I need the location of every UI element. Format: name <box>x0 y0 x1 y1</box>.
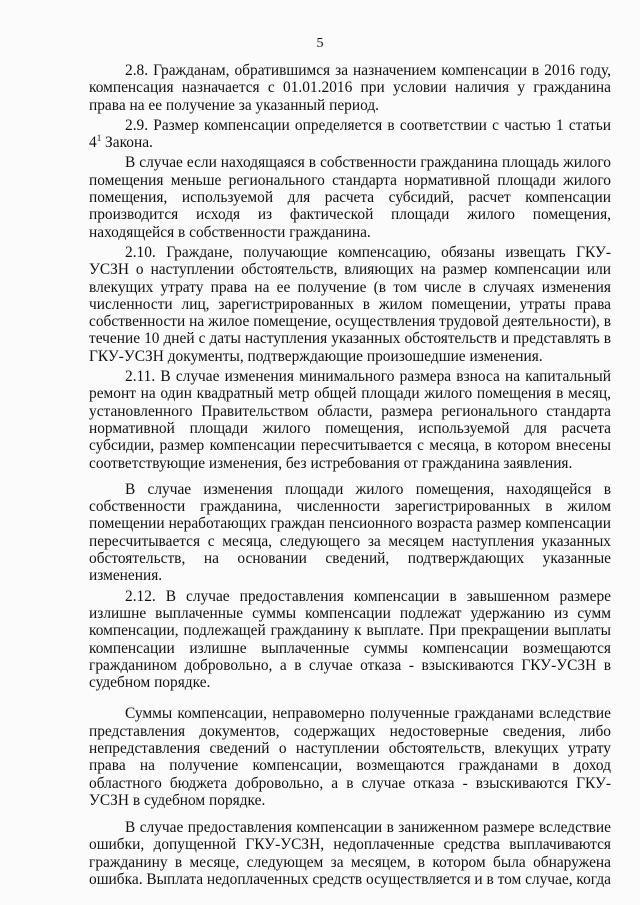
paragraph-2-12: 2.12. В случае предоставления компенсации в завышенном размере излишне выплаченные суммы компенсации подлежат удержанию из сумм компенсации, подлежащей гражданину к выплате. При прекращении выплаты компенсации излишне выплаченные суммы компенсации возмещаются гражданином добровольно, а в случае отказа - взыскиваются ГКУ-УСЗН в судебном порядке. <box>89 587 611 692</box>
article-superscript: 1 <box>96 133 102 144</box>
paragraph-2-9-text: 2.9. Размер компенсации определяется в соответствии с частью 1 статьи 4 <box>89 116 611 152</box>
paragraph-2-11: 2.11. В случае изменения минимального размера взноса на капитальный ремонт на один квадратный метр общей площади жилого помещения в месяц, установленного Правительством области, размера регионального стандарта нормативной площади жилого помещения, используемой для расчета субсидии, размер компенсации пересчитывается с месяца, в котором внесены соответствующие изменения, без истребования от гражданина заявления. <box>89 368 611 472</box>
paragraph-area-less: В случае если находящаяся в собственности гражданина площадь жилого помещения меньше регионального стандарта нормативной площади жилого помещения, используемой для расчета субсидий, расчет компенсации производится исходя из фактической площади жилого помещения, находящейся в собственности гражданина. <box>89 154 611 241</box>
paragraph-2-10: 2.10. Граждане, получающие компенсацию, обязаны извещать ГКУ-УСЗН о наступлении обстоятельств, влияющих на размер компенсации или влекущих утрату права на ее получение (в том числе в случаях изменения численности лиц, зарегистрированных в жилом помещении, утраты права собственности на жилое помещение, осуществления трудовой деятельности), в течение 10 дней с даты наступления указанных обстоятельств и представлять в ГКУ-УСЗН документы, подтверждающие произошедшие изменения. <box>89 243 611 365</box>
document-body <box>89 62 611 891</box>
paragraph-2-8: 2.8. Гражданам, обратившимся за назначением компенсации в 2016 году, компенсация назначается с 01.01.2016 при условии наличия у гражданина права на ее получение за указанный период. <box>89 62 611 114</box>
paragraph-underpayment: В случае предоставления компенсации в заниженном размере вследствие ошибки, допущенной ГКУ-УСЗН, недоплаченные средства выплачиваются гражданину в месяце, следующем за месяцем, в котором была обнаружена ошибка. Выплата недоплаченных средств осуществляется и в том случае, когда <box>89 819 612 889</box>
page-number: 5 <box>316 36 324 51</box>
paragraph-2-9 <box>89 117 611 152</box>
paragraph-2-9-tail: Закона. <box>101 134 153 152</box>
paragraph-unlawful-sums: Суммы компенсации, неправомерно полученные гражданами вследствие представления документов, содержащих недостоверные сведения, либо непредставления сведений о наступлении обстоятельств, влекущих утрату права на получение компенсации, возмещаются гражданами в доход областного бюджета добровольно, а в случае отказа - взыскиваются ГКУ-УСЗН в судебном порядке. <box>89 705 611 809</box>
paragraph-area-change: В случае изменения площади жилого помещения, находящейся в собственности гражданина, численности зарегистрированных в жилом помещении неработающих граждан пенсионного возраста размер компенсации пересчитывается с месяца, следующего за месяцем наступления указанных обстоятельств, на основании сведений, подтверждающих указанные изменения. <box>89 480 611 585</box>
